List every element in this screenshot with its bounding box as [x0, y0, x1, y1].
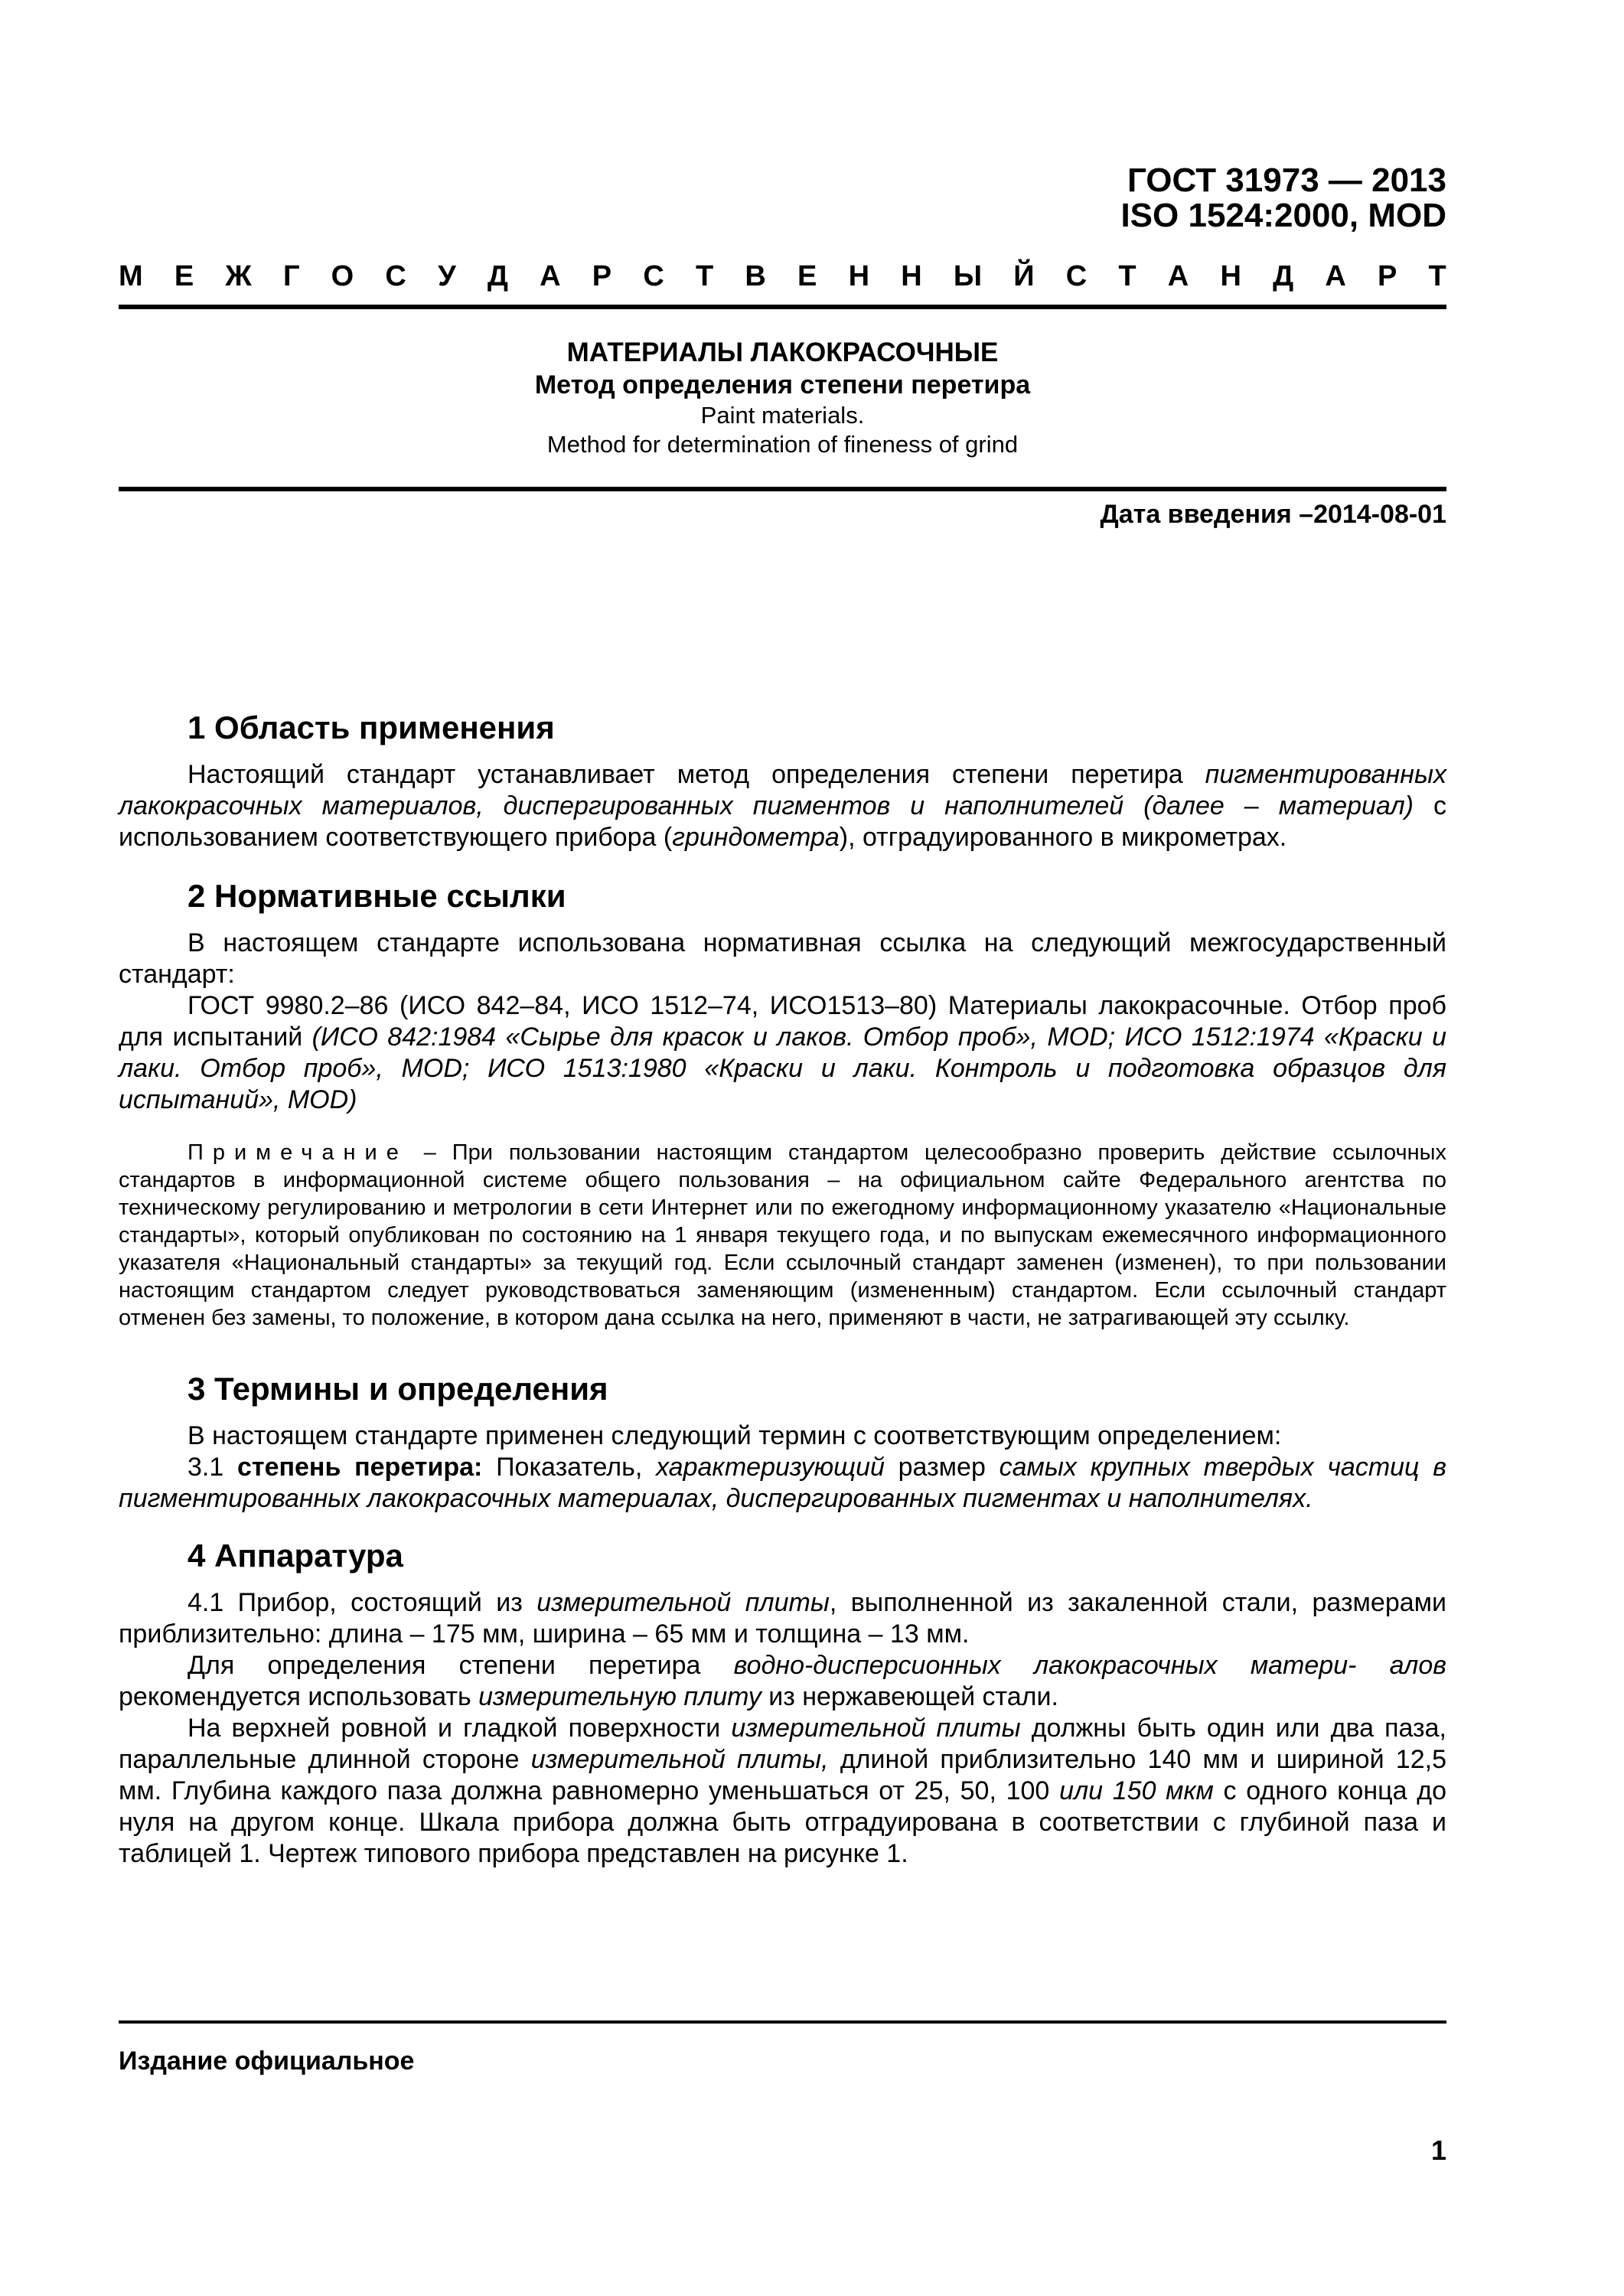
- text-run: из нержавеющей стали.: [761, 1682, 1058, 1711]
- section-2-note: [119, 1139, 1446, 1332]
- banner-letter: Ы: [953, 260, 983, 292]
- section-3-definition: [119, 1452, 1446, 1515]
- text-run: 3.1: [188, 1453, 238, 1482]
- banner-letter: А: [540, 260, 561, 292]
- section-1-paragraph: [119, 759, 1446, 853]
- banner-letter: Й: [1013, 260, 1035, 292]
- text-run-italic: измерительной плиты,: [530, 1745, 829, 1774]
- text-run: ), отградуированного в микрометрах.: [839, 823, 1287, 852]
- english-title-line-2: Method for determination of fineness of grind: [546, 431, 1019, 458]
- banner-letter: Д: [1273, 260, 1294, 292]
- banner-letter: В: [745, 260, 766, 292]
- section-2-heading: 2 Нормативные ссылки: [188, 878, 566, 914]
- text-run-italic: или 150 мкм: [1059, 1776, 1214, 1805]
- text-run: Показатель,: [482, 1453, 657, 1482]
- text-run: На верхней ровной и гладкой поверхности: [188, 1714, 732, 1743]
- section-4-paragraph-3: [119, 1713, 1446, 1870]
- banner-letter: М: [119, 260, 143, 292]
- banner-letter: С: [1065, 260, 1088, 292]
- banner-letter: Г: [282, 260, 300, 292]
- footer-rule: [119, 2020, 1446, 2024]
- text-run-italic: измерительную плиту: [478, 1682, 761, 1711]
- text-run: Настоящий стандарт устанавливает метод определения степени перетира: [188, 760, 1205, 789]
- document-subtitle: Метод определения степени перетира: [534, 370, 1031, 400]
- note-paragraph: [119, 1139, 1446, 1332]
- note-text: – При пользовании настоящим стандартом целесообразно проверить действие ссылочных стандартов в информационной системе общего пользования – на официальном сайте Федерального агентства по техническому регулированию и метрологии в сети Интернет или по ежегодному информационному указателю «Национальные стандарты», который опубликован по состоянию на 1 января текущего года, и по выпускам ежемесячного информационного указателя «Национальный стандарты» за текущий год. Если ссылочный стандарт заменен (изменен), то при пользовании настоящим стандартом следует руководствоваться заменяющим (измененным) стандартом. Если ссылочный стандарт отменен без замены, то положение, в котором дана ссылка на него, применяют в части, не затрагивающей эту ссылку.: [119, 1140, 1446, 1330]
- text-run: 4.1 Прибор, состоящий из: [188, 1588, 537, 1617]
- header-rule: [119, 305, 1446, 309]
- section-2-paragraph-2: [119, 990, 1446, 1116]
- text-run: ГОСТ 9980.2–86 (ИСО 842–84, ИСО 1512–74, ИСО1513–80) Материалы лакокрасочные. Отбор проб для испытаний: [119, 991, 1446, 1052]
- text-run-italic: гриндометра: [672, 823, 840, 852]
- official-edition-label: Издание официальное: [119, 2047, 415, 2076]
- gost-number: ГОСТ 31973 — 2013: [1127, 161, 1446, 199]
- banner-letter: А: [1325, 260, 1346, 292]
- section-4-paragraph-1: [119, 1587, 1446, 1650]
- banner-letter: Т: [695, 260, 714, 292]
- section-2-paragraph-1: В настоящем стандарте использована нормативная ссылка на следующий межгосударственный стандарт:: [119, 928, 1446, 989]
- document-title: МАТЕРИАЛЫ ЛАКОКРАСОЧНЫЕ: [566, 338, 999, 367]
- section-3-body: [119, 1420, 1446, 1515]
- page-number: 1: [1430, 2135, 1446, 2166]
- term: степень перетира:: [237, 1453, 483, 1482]
- section-2-body: [119, 928, 1446, 1116]
- text-run: размер: [884, 1453, 1000, 1482]
- text-run-italic: самых крупных твердых частиц в пигментированных лакокрасочных материалах, диспергированных пигментах и наполнителях.: [119, 1453, 1446, 1513]
- banner-letter: Р: [1377, 260, 1397, 292]
- section-1-body: [119, 759, 1446, 853]
- banner-letter: У: [438, 260, 456, 292]
- banner-letter: Ж: [225, 260, 252, 292]
- text-run: с использованием соответствующего прибора (: [119, 791, 1446, 852]
- banner-letter: Т: [1428, 260, 1446, 292]
- section-3-paragraph-1: В настоящем стандарте применен следующий термин с соответствующим определением:: [188, 1421, 1282, 1450]
- banner-letter: Н: [1220, 260, 1241, 292]
- banner-letter: Е: [797, 260, 817, 292]
- banner-letter: Т: [1118, 260, 1136, 292]
- text-run-italic: характеризующий: [656, 1453, 885, 1482]
- text-run: длиной приблизительно 140 мм и шириной 12,5 мм. Глубина каждого паза должна равномерно уменьшаться от 25, 50, 100: [119, 1745, 1446, 1805]
- banner-letter: Н: [901, 260, 922, 292]
- banner-letter: С: [643, 260, 664, 292]
- title-block: [119, 337, 1446, 459]
- text-run: Для определения степени перетира: [188, 1651, 734, 1680]
- title-rule: [119, 487, 1446, 491]
- banner-letter: Н: [848, 260, 870, 292]
- banner-letter: Е: [174, 260, 194, 292]
- section-3-heading: 3 Термины и определения: [188, 1371, 608, 1407]
- text-run-italic: (ИСО 842:1984 «Сырье для красок и лаков. Отбор проб», MOD; ИСО 1512:1974 «Краски и лаки. Отбор проб», MOD; ИСО 1513:1980 «Краски и лаки. Контроль и подготовка образцов для испытаний», MOD): [119, 1022, 1446, 1114]
- text-run: должны быть один или два паза, параллельные длинной стороне: [119, 1714, 1447, 1774]
- text-run-italic: пигментированных лакокрасочных материалов, диспергированных пигментов и наполнителей (далее – материал): [119, 760, 1446, 820]
- text-run-italic: измерительной плиты: [536, 1588, 830, 1617]
- banner-letter: С: [385, 260, 406, 292]
- banner-letter: Р: [592, 260, 612, 292]
- text-run: рекомендуется использовать: [119, 1682, 479, 1711]
- section-1-heading: 1 Область применения: [188, 709, 555, 745]
- banner-letter: О: [331, 260, 354, 292]
- section-4-paragraph-2: [119, 1650, 1446, 1713]
- iso-number: ISO 1524:2000, MOD: [1120, 197, 1446, 234]
- banner-letter: Д: [487, 260, 508, 292]
- text-run-italic: измерительной плиты: [731, 1714, 1021, 1743]
- introduction-date: Дата введения –2014-08-01: [1100, 500, 1446, 529]
- section-4-heading: 4 Аппаратура: [188, 1538, 403, 1574]
- text-run: с одного конца до нуля на другом конце. Шкала прибора должна быть отградуирована в соответствии с глубиной паза и таблицей 1. Чертеж типового прибора представлен на рисунке 1.: [119, 1776, 1446, 1868]
- text-run-italic: водно-дисперсионных лакокрасочных матери- алов: [733, 1651, 1446, 1680]
- interstate-standard-banner: [119, 259, 1446, 294]
- banner-letter: А: [1167, 260, 1189, 292]
- english-title-line-1: Paint materials.: [700, 402, 865, 429]
- text-run: , выполненной из закаленной стали, размерами приблизительно: длина – 175 мм, ширина – 65 мм и толщина – 13 мм.: [119, 1588, 1447, 1649]
- note-label: Примечание: [188, 1140, 408, 1165]
- section-4-body: [119, 1587, 1446, 1870]
